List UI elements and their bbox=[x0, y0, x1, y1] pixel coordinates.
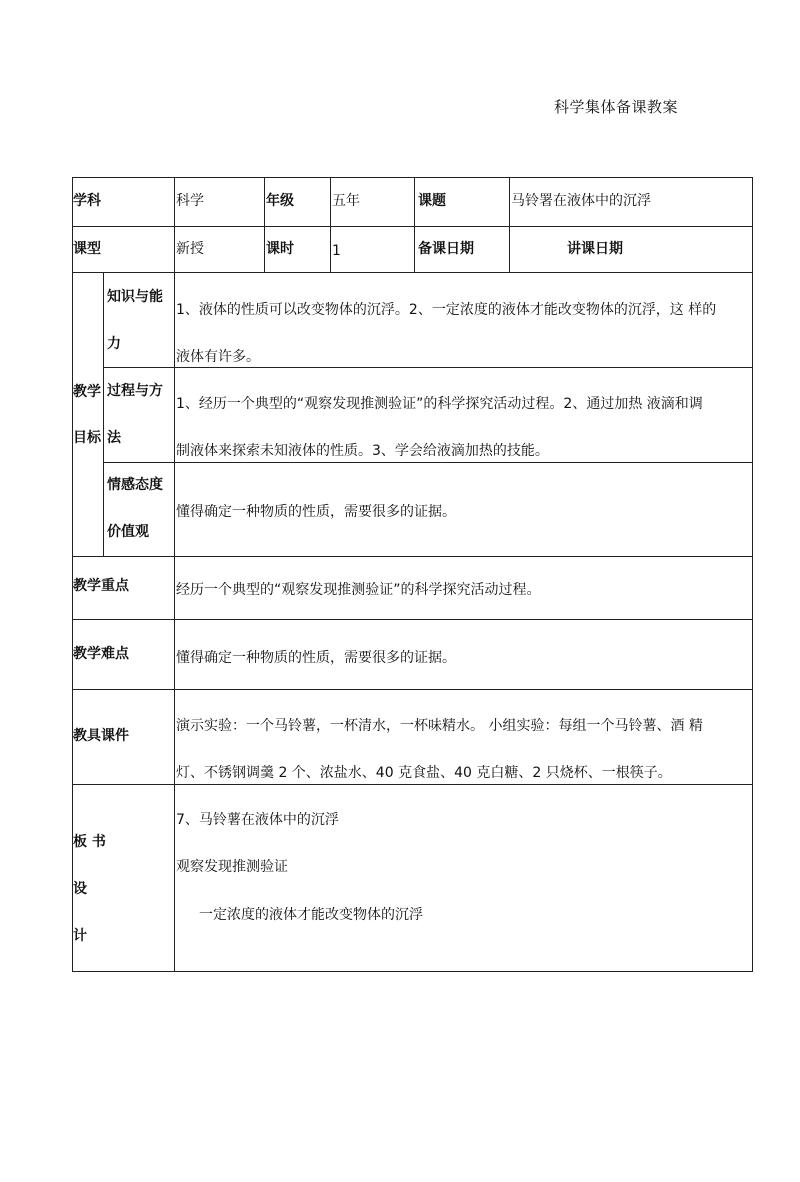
column-divider bbox=[103, 272, 104, 556]
board-line1: 7、马铃薯在液体中的沉浮 bbox=[176, 812, 339, 828]
board-label-line2: 设 bbox=[73, 881, 87, 897]
process-label-line2: 法 bbox=[107, 430, 121, 446]
row-divider bbox=[103, 367, 753, 368]
topic-label: 课题 bbox=[418, 193, 446, 209]
process-text-line2: 制液体来探索未知液体的性质。3、学会给液滴加热的技能。 bbox=[176, 443, 549, 459]
type-label: 课型 bbox=[73, 241, 101, 257]
knowledge-text-line1: 1、液体的性质可以改变物体的沉浮。2、一定浓度的液体才能改变物体的沉浮，这 样的 bbox=[176, 302, 717, 318]
row-divider bbox=[103, 462, 753, 463]
column-divider bbox=[509, 177, 510, 272]
process-label-line1: 过程与方 bbox=[107, 383, 163, 399]
attitude-text: 懂得确定一种物质的性质，需要很多的证据。 bbox=[176, 504, 456, 520]
table-border-left bbox=[72, 177, 73, 972]
knowledge-label-line2: 力 bbox=[107, 336, 121, 352]
table-border-right bbox=[752, 177, 753, 972]
column-divider bbox=[264, 177, 265, 272]
materials-text-line1: 演示实验：一个马铃薯，一杯清水，一杯味精水。 小组实验：每组一个马铃薯、酒 精 bbox=[176, 718, 703, 734]
attitude-label-line2: 价值观 bbox=[107, 524, 149, 540]
lecture-date-label: 讲课日期 bbox=[567, 241, 623, 257]
column-divider bbox=[174, 177, 175, 972]
type-value: 新授 bbox=[176, 241, 204, 257]
hours-label: 课时 bbox=[266, 241, 294, 257]
goals-label-line2: 目标 bbox=[73, 430, 101, 446]
attitude-label-line1: 情感态度 bbox=[107, 477, 163, 493]
column-divider bbox=[414, 177, 415, 272]
process-text-line1: 1、经历一个典型的“观察发现推测验证”的科学探究活动过程。2、通过加热 液滴和调 bbox=[176, 396, 703, 412]
subject-value: 科学 bbox=[176, 193, 204, 209]
subject-label: 学科 bbox=[73, 193, 101, 209]
goals-label-line1: 教学 bbox=[73, 384, 101, 400]
materials-label: 教具课件 bbox=[73, 728, 129, 744]
board-line3: 一定浓度的液体才能改变物体的沉浮 bbox=[199, 907, 423, 923]
topic-value: 马铃署在液体中的沉浮 bbox=[511, 193, 651, 209]
column-divider bbox=[330, 177, 331, 272]
materials-text-line2: 灯、不锈钢调羹 2 个、浓盐水、40 克食盐、40 克白糖、2 只烧杯、一根筷子。 bbox=[176, 765, 672, 781]
key-point-text: 经历一个典型的“观察发现推测验证”的科学探究活动过程。 bbox=[176, 582, 541, 598]
board-label-line1: 板 书 bbox=[73, 834, 106, 850]
difficulty-label: 教学难点 bbox=[73, 646, 129, 662]
grade-label: 年级 bbox=[266, 193, 294, 209]
knowledge-label-line1: 知识与能 bbox=[107, 289, 163, 305]
page-title: 科学集体备课教案 bbox=[553, 98, 678, 116]
board-line2: 观察发现推测验证 bbox=[176, 859, 288, 875]
knowledge-text-line2: 液体有许多。 bbox=[176, 349, 260, 365]
hours-value: 1 bbox=[332, 243, 341, 259]
difficulty-text: 懂得确定一种物质的性质，需要很多的证据。 bbox=[176, 650, 456, 666]
board-label-line3: 计 bbox=[73, 928, 87, 944]
key-point-label: 教学重点 bbox=[73, 578, 129, 594]
grade-value: 五年 bbox=[332, 193, 360, 209]
prep-date-label: 备课日期 bbox=[418, 241, 474, 257]
